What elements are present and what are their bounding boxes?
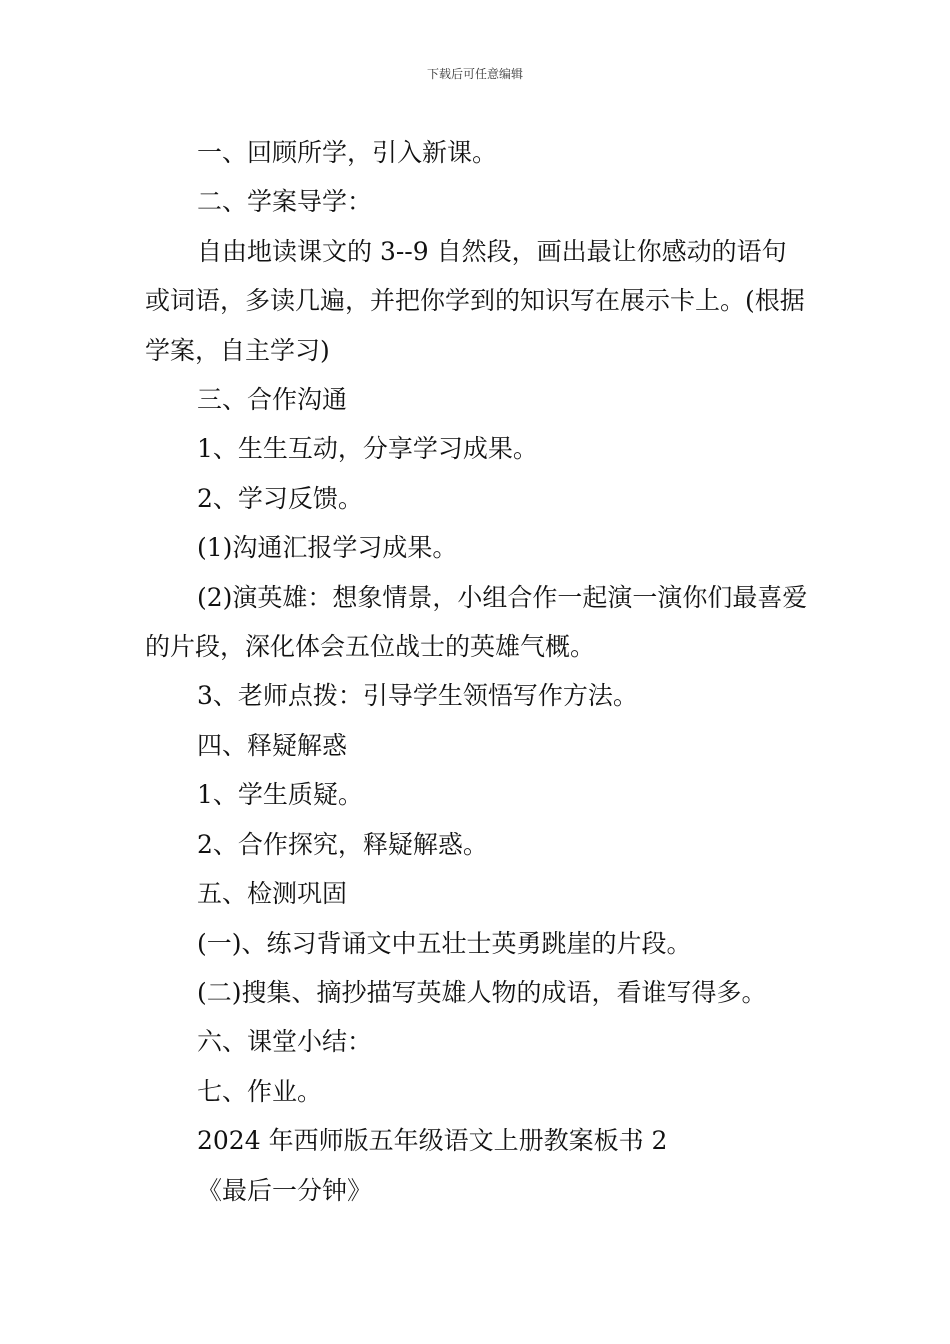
paragraph-cooperation: 三、合作沟通 — [197, 385, 348, 415]
paragraph-interaction: 1、生生互动，分享学习成果。 — [197, 434, 538, 464]
paragraph-student-questions: 1、学生质疑。 — [197, 780, 363, 810]
paragraph-review: 一、回顾所学，引入新课。 — [197, 138, 498, 167]
paragraph-consolidate: 五、检测巩固 — [197, 879, 348, 909]
paragraph-feedback: 2、学习反馈。 — [197, 483, 363, 513]
paragraph-guided-study: 二、学案导学： — [197, 187, 373, 217]
paragraph-teacher-guide: 3、老师点拨：引导学生领悟写作方法。 — [197, 681, 638, 711]
section-title: 2024 年西师版五年级语文上册教案板书 2 — [197, 1126, 668, 1156]
paragraph-explore: 2、合作探究，释疑解惑。 — [197, 829, 488, 859]
paragraph-homework: 七、作业。 — [197, 1076, 323, 1106]
page-header: 下载后可任意编辑 — [426, 67, 523, 81]
lesson-title: 《最后一分钟》 — [197, 1175, 373, 1205]
paragraph-summary: 六、课堂小结： — [197, 1027, 373, 1057]
paragraph-recite: (一)、练习背诵文中五壮士英勇跳崖的片段。 — [197, 928, 692, 958]
paragraph-resolve-doubts: 四、释疑解惑 — [197, 730, 348, 760]
document-body — [145, 128, 809, 1215]
paragraph-collect-idioms: (二)搜集、摘抄描写英雄人物的成语，看谁写得多。 — [197, 977, 767, 1007]
paragraph-act-heroes: (2)演英雄：想象情景，小组合作一起演一演你们最喜爱的片段，深化体会五位战士的英雄气概。 — [145, 582, 808, 662]
paragraph-reading-task: 自由地读课文的 3--9 自然段，画出最让你感动的语句或词语，多读几遍，并把你学到的知识写在展示卡上。(根据学案，自主学习) — [145, 236, 805, 365]
paragraph-report: (1)沟通汇报学习成果。 — [197, 533, 458, 563]
